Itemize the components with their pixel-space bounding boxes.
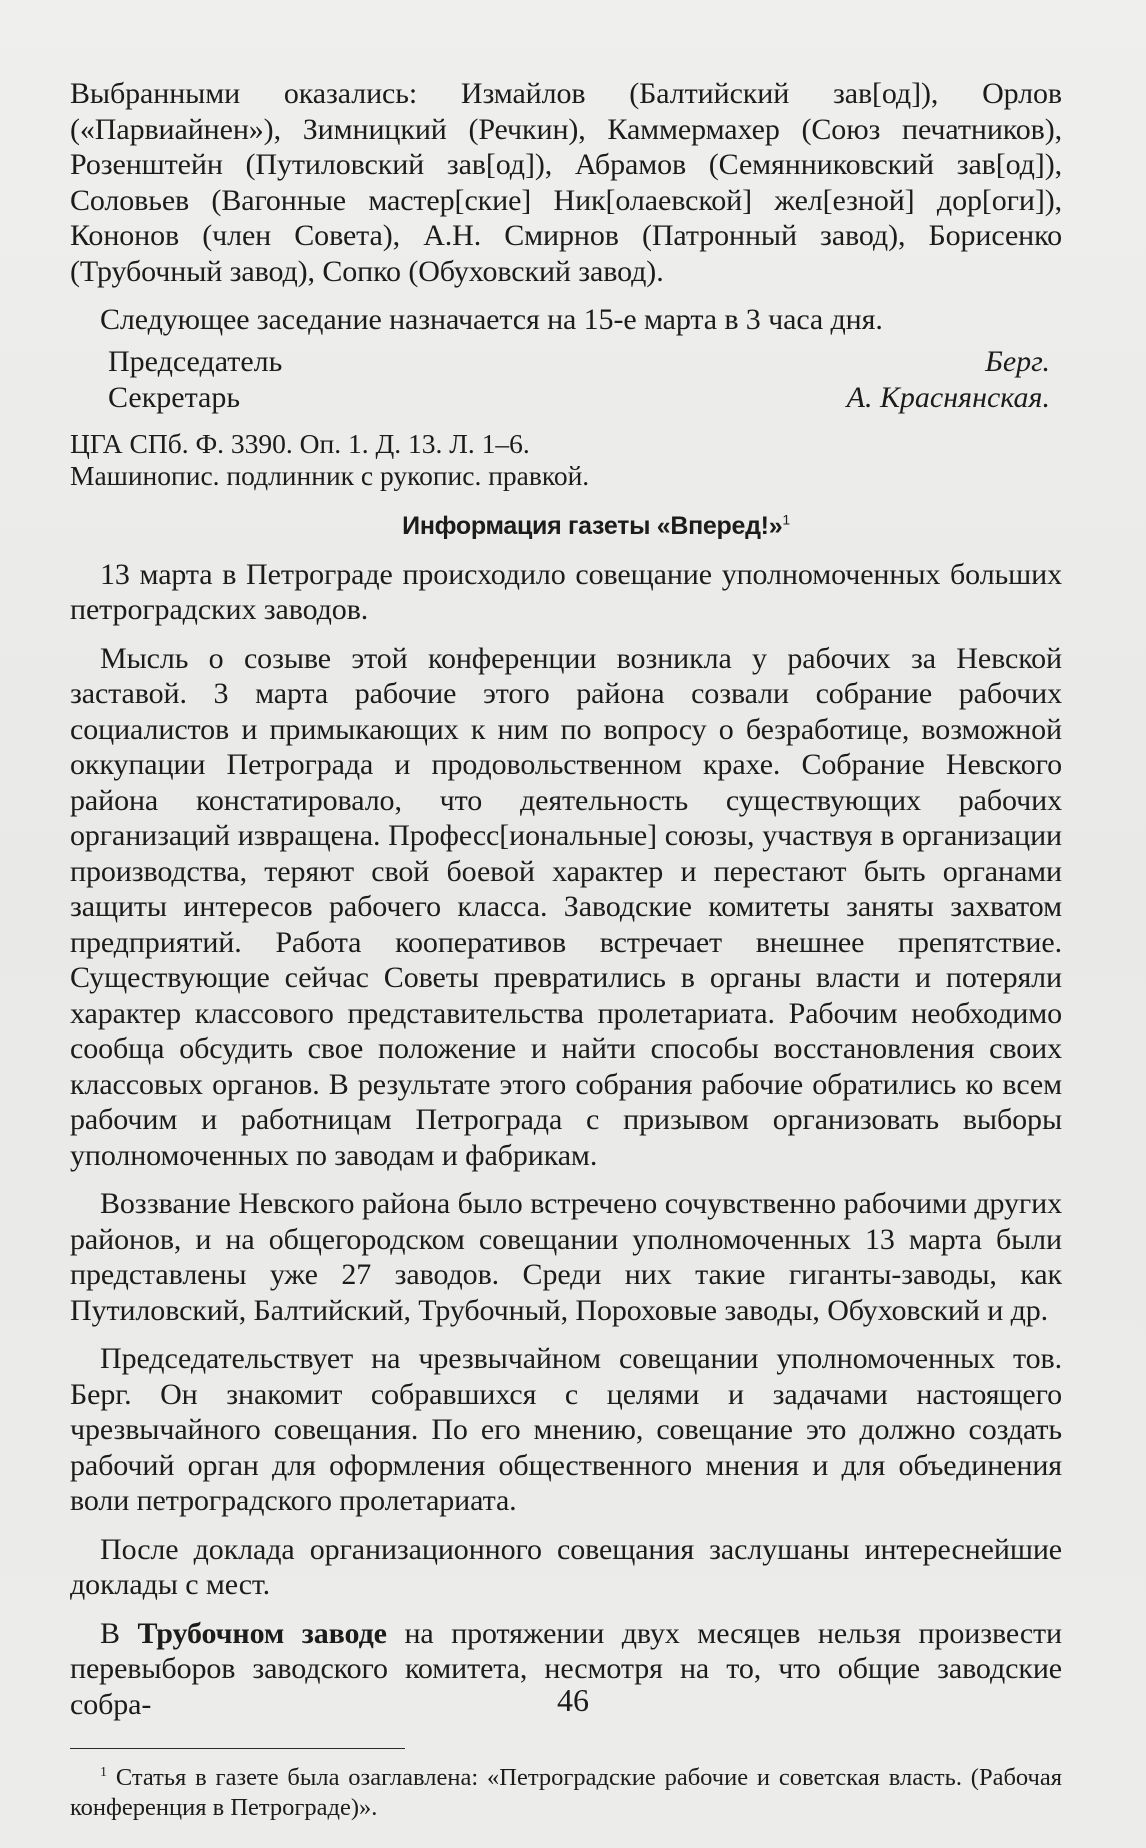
bold-text-run: Трубочном заводе xyxy=(137,1616,387,1650)
footnote-mark: 1 xyxy=(782,511,790,528)
next-meeting-paragraph: Следующее заседание назначается на 15-е марта в 3 часа дня. xyxy=(100,303,883,336)
signature-name: Берг. xyxy=(985,344,1050,378)
body-paragraph: 13 марта в Петрограде происходило совещание уполномоченных больших петроградских заводов. xyxy=(70,557,1062,626)
body-paragraph: Мысль о созыве этой конференции возникла у рабочих за Невской заставой. 3 марта рабочие этого района созвали собрание рабочих социалистов и примыкающих к ним по вопросу о безработице, возможной оккупации Петрограда и продовольственном крахе. Собрание Невского района констатировало, что деятельность существующих рабочих организаций извращена. Професс[иональные] союзы, участвуя в организации производства, теряют свой боевой характер и перестают быть органами защиты интересов рабочего класса. Заводские комитеты заняты захватом предприятий. Работа кооперативов встречает внешнее препятствие. Существующие сейчас Советы превратились в органы власти и потеряли характер классового представительства пролетариата. Рабочим необходимо сообща обсудить свое положение и найти способы восстановления своих классовых органов. В результате этого собрания рабочие обратились ко всем рабочим и работницам Петрограда с призывом организовать выборы уполномоченных по заводам и фабрикам. xyxy=(70,641,1062,1172)
archive-ref-line: ЦГА СПб. Ф. 3390. Оп. 1. Д. 13. Л. 1–6. xyxy=(70,427,530,459)
signature-row-chairman xyxy=(70,344,1062,380)
section-heading xyxy=(70,512,1062,541)
page-number: 46 xyxy=(557,1682,589,1718)
section-heading-text: Информация газеты «Вперед!» xyxy=(402,511,783,540)
page-content xyxy=(70,76,1062,1848)
signature-role: Председатель xyxy=(108,344,283,378)
footnote-number: 1 xyxy=(100,1764,107,1780)
archive-reference xyxy=(70,428,1062,492)
body-paragraph: Председательствует на чрезвычайном совещании уполномоченных тов. Берг. Он знакомит собравшихся с целями и задачами настоящего чрезвычайного совещания. По его мнению, совещание это должно создать рабочий орган для оформления общественного мнения и для объединения воли петроградского пролетариата. xyxy=(70,1342,1062,1517)
footnote-divider xyxy=(70,1748,405,1749)
text-run: В xyxy=(100,1616,138,1650)
archive-note-line: Машинопис. подлинник с рукопис. правкой. xyxy=(70,459,590,491)
body-paragraph: После доклада организационного совещания заслушаны интереснейшие доклады с мест. xyxy=(70,1532,1062,1601)
text-run: на протяжении двух месяцев нельзя произвести перевыборов заводского комитета, несмотря на то, что общие заводские собра- xyxy=(70,1616,1062,1721)
footnote-text: Статья в газете была озаглавлена: «Петроградские рабочие и советская власть. (Рабочая конференция в Петрограде)». xyxy=(70,1764,1062,1821)
signature-name: А. Краснянская. xyxy=(846,380,1050,414)
footnote xyxy=(70,1763,1062,1823)
body-paragraph: Воззвание Невского района было встречено сочувственно рабочими других районов, и на общегородском совещании уполномоченных 13 марта были представлены уже 27 заводов. Среди них такие гиганты-заводы, как Путиловский, Балтийский, Трубочный, Пороховые заводы, Обуховский и др. xyxy=(70,1187,1062,1327)
intro-paragraph: Выбранными оказались: Измайлов (Балтийский зав[од]), Орлов («Парвиайнен»), Зимницкий (Речкин), Каммермахер (Союз печатников), Розенштейн (Путиловский зав[од]), Абрамов (Семянниковский зав[од]), Соловьев (Вагонные мастер[ские] Ник[олаевской] жел[езной] дор[оги]), Кононов (член Совета), А.Н. Смирнов (Патронный завод), Борисенко (Трубочный завод), Сопко (Обуховский завод). xyxy=(70,77,1062,288)
signature-row-secretary xyxy=(70,380,1062,416)
signature-role: Секретарь xyxy=(108,380,241,414)
